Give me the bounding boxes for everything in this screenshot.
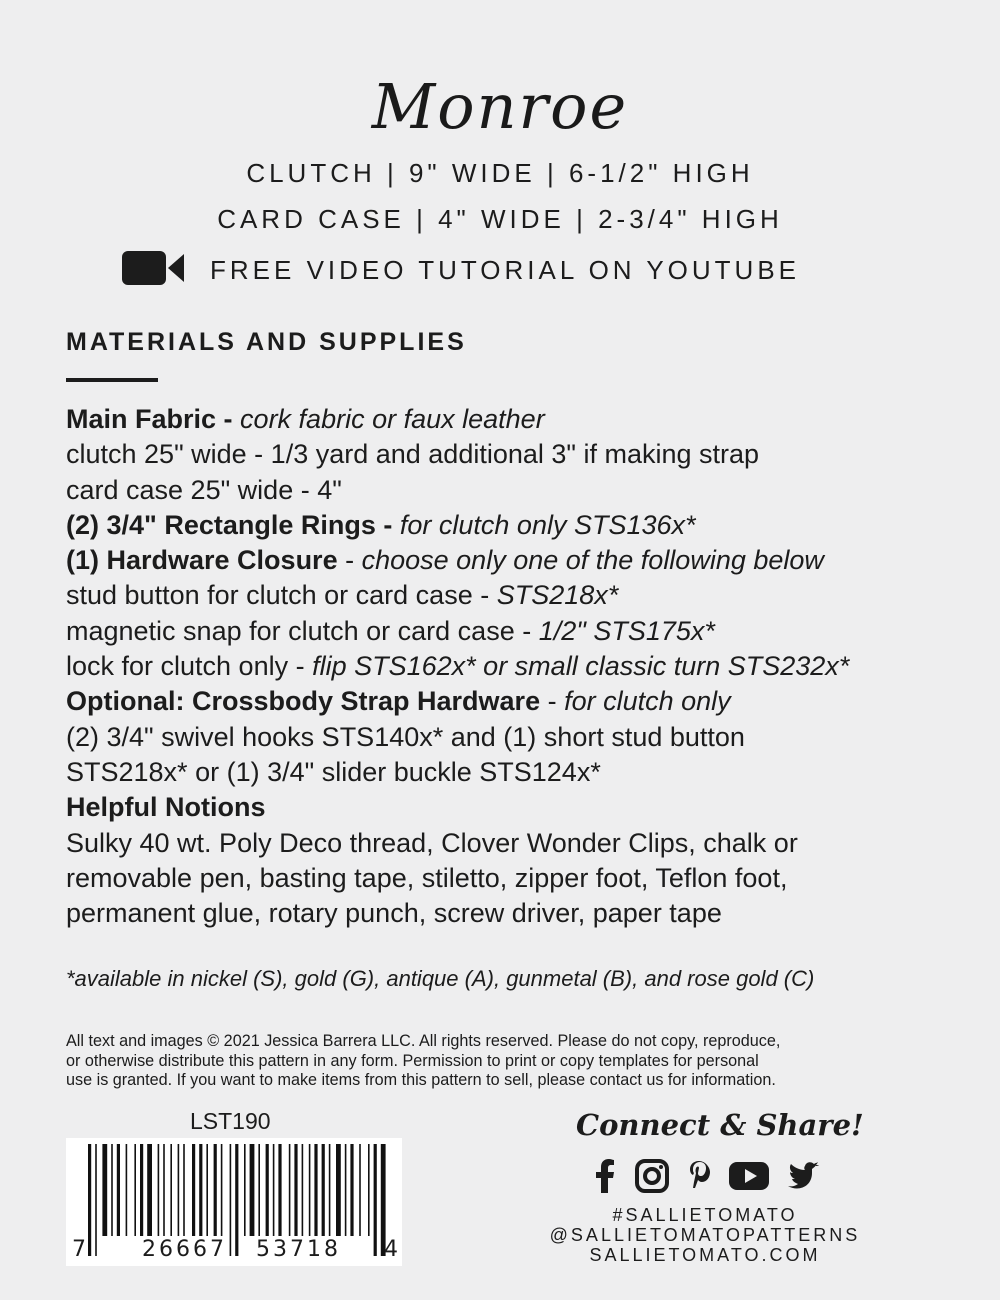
barcode-bar [322,1144,325,1236]
copyright-notice [66,1032,946,1091]
barcode-bar [250,1144,255,1236]
closure-line [66,543,946,578]
barcode-bar [230,1144,232,1256]
barcode-digits-right: 53718 [256,1237,341,1262]
barcode-bar [192,1144,195,1236]
social-handle[interactable]: @SALLIETOMATOPATTERNS [549,1225,861,1245]
rings-desc: for clutch only STS136x* [399,509,696,540]
card-case-fabric-amount: card case 25" wide - 4" [66,474,342,505]
barcode-digit-system: 7 [72,1237,89,1262]
barcode-bar [183,1144,185,1236]
lock-text: lock for clutch only - [66,651,313,682]
hashtag: #SALLIETOMATO [612,1205,798,1225]
barcode-bar [374,1144,377,1256]
barcode-bar [199,1144,202,1236]
magnetic-snap-code: 1/2" STS175x* [538,615,715,646]
strap-separator: - [540,686,565,717]
stud-button-text: stud button for clutch or card case - [66,580,497,611]
barcode-bar [309,1144,311,1236]
barcode-bar [134,1144,136,1236]
strap-line [66,684,946,719]
copyright-line: All text and images © 2021 Jessica Barrera LLC. All rights reserved. Please do not copy, reproduce, [66,1032,781,1050]
barcode-bar [140,1144,143,1236]
main-fabric-desc: cork fabric or faux leather [240,404,545,434]
youtube-icon[interactable] [729,1162,769,1195]
strap-hardware-line1: (2) 3/4" swivel hooks STS140x* and (1) short stud button [66,721,745,752]
materials-list [66,402,946,931]
rings-label: (2) 3/4" Rectangle Rings - [66,509,393,540]
barcode-bar [214,1144,217,1236]
barcode-bar [278,1144,281,1236]
barcode-bar [359,1144,361,1236]
stud-button-line [66,578,946,613]
pinterest-icon[interactable] [688,1160,710,1197]
social-icons [594,1158,820,1198]
instagram-icon[interactable] [635,1159,669,1198]
barcode-bar [158,1144,160,1236]
twitter-icon[interactable] [788,1162,820,1195]
lock-line [66,649,946,684]
video-tutorial-text: FREE VIDEO TUTORIAL ON YOUTUBE [210,254,801,285]
main-fabric-label: Main Fabric - [66,404,233,434]
barcode-bar [294,1144,297,1236]
barcode-bar [350,1144,353,1236]
barcode-bar [314,1144,317,1236]
clutch-dimensions: CLUTCH | 9" WIDE | 6-1/2" HIGH [246,158,754,188]
heading-divider [66,378,158,382]
notions-line [66,790,946,825]
rings-line [66,508,946,543]
barcode-bar [273,1144,275,1236]
materials-heading: MATERIALS AND SUPPLIES [66,328,467,356]
barcode-bar [95,1144,97,1256]
magnetic-snap-line [66,614,946,649]
barcode-bar [102,1144,107,1236]
notions-label: Helpful Notions [66,792,266,823]
notions-line3: permanent glue, rotary punch, screw driver, paper tape [66,898,722,929]
notions-line1: Sulky 40 wt. Poly Deco thread, Clover Wonder Clips, chalk or [66,827,798,858]
barcode-bar [111,1144,113,1236]
barcode-bar [126,1144,128,1236]
barcode-bar [117,1144,120,1236]
barcode [66,1138,402,1266]
copyright-line: or otherwise distribute this pattern in any form. Permission to print or copy templates for personal [66,1051,759,1070]
strap-hardware-line2: STS218x* or (1) 3/4" slider buckle STS124x* [66,756,601,787]
copyright-line: use is granted. If you want to make items from this pattern to sell, please contact us for information. [66,1071,776,1089]
lock-code: flip STS162x* or small classic turn STS232x* [312,651,850,682]
barcode-bar [368,1144,370,1236]
closure-separator: - [337,545,362,576]
barcode-bar [147,1144,152,1236]
barcode-bar [163,1144,165,1236]
barcode-bar [345,1144,347,1236]
connect-heading: Connect & Share! [576,1108,864,1142]
barcode-bar [178,1144,180,1236]
pattern-title: Monroe [371,70,629,143]
clutch-fabric-amount: clutch 25" wide - 1/3 yard and additional 3" if making strap [66,439,760,470]
barcode-bar [244,1144,246,1236]
barcode-bar [289,1144,291,1236]
barcode-bars [66,1138,402,1266]
card-case-dimensions: CARD CASE | 4" WIDE | 2-3/4" HIGH [217,204,783,234]
barcode-digits-left: 26667 [142,1237,227,1262]
barcode-bar [221,1144,223,1236]
magnetic-snap-text: magnetic snap for clutch or card case - [66,615,539,646]
main-fabric-line [66,402,946,437]
strap-desc: for clutch only [564,686,731,717]
video-tutorial-row [122,252,800,288]
closure-label: (1) Hardware Closure [66,545,338,576]
barcode-bar [258,1144,260,1236]
sku-number: LST190 [190,1108,271,1134]
website-link[interactable]: SALLIETOMATO.COM [589,1245,821,1265]
barcode-bar [206,1144,208,1236]
barcode-bar [336,1144,341,1236]
stud-button-code: STS218x* [496,580,619,611]
facebook-icon[interactable] [594,1159,616,1198]
barcode-digit-check: 4 [384,1237,401,1262]
barcode-bar [329,1144,331,1236]
notions-line2: removable pen, basting tape, stiletto, zipper foot, Teflon foot, [66,862,788,893]
barcode-bar [266,1144,269,1236]
barcode-bar [170,1144,172,1236]
strap-label: Optional: Crossbody Strap Hardware [66,686,541,717]
finish-footnote: *available in nickel (S), gold (G), antique (A), gunmetal (B), and rose gold (C) [66,966,815,991]
closure-desc: choose only one of the following below [361,545,824,576]
barcode-bar [235,1144,238,1256]
video-camera-icon [122,250,184,291]
barcode-bar [302,1144,304,1236]
